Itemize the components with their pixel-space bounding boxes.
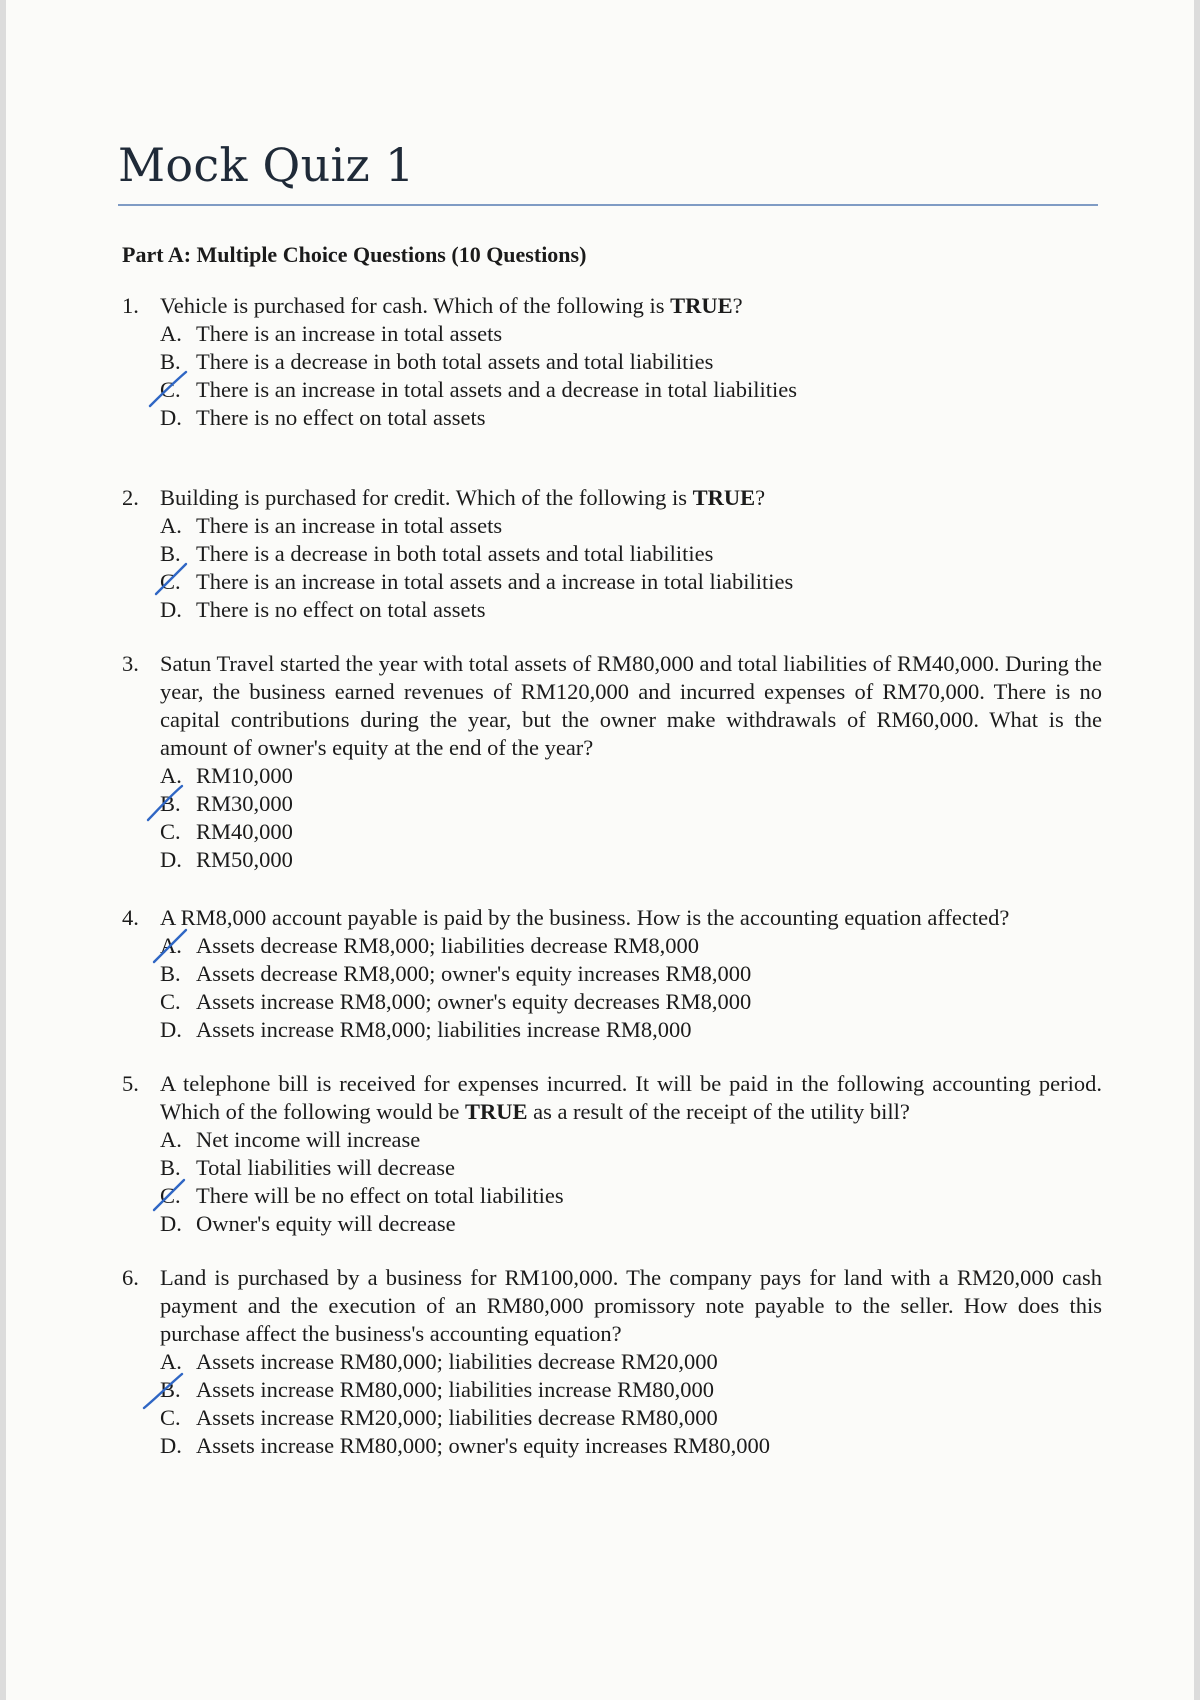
question-6 [122,1264,1102,1460]
option-a[interactable] [160,512,1102,540]
question-3 [122,650,1102,874]
question-text: A telephone bill is received for expenses incurred. It will be paid in the following accounting period. Which of the following would be TRUE as a result of the receipt of the utility bill? [160,1071,1102,1124]
option-d[interactable] [160,1210,1102,1238]
option-c[interactable] [160,568,1102,596]
option-text: Total liabilities will decrease [196,1155,455,1180]
option-text: RM40,000 [196,819,293,844]
option-text: Net income will increase [196,1127,421,1152]
option-text: RM10,000 [196,763,293,788]
option-text: Assets increase RM20,000; liabilities decrease RM80,000 [196,1405,718,1430]
option-letter: D. [160,597,182,622]
option-letter: A. [160,1349,182,1374]
option-b[interactable] [160,348,1102,376]
option-letter: B. [160,1155,181,1180]
option-letter: C. [160,1183,181,1208]
question-number: 3. [122,651,139,676]
option-letter: B. [160,1377,181,1402]
option-b[interactable] [160,960,1102,988]
question-number: 1. [122,293,139,318]
option-text: Assets increase RM80,000; owner's equity increases RM80,000 [196,1433,770,1458]
option-letter: C. [160,819,181,844]
option-letter: B. [160,961,181,986]
option-text: There is an increase in total assets and a decrease in total liabilities [196,377,798,402]
option-text: Assets increase RM8,000; owner's equity decreases RM8,000 [196,989,752,1014]
option-d[interactable] [160,1016,1102,1044]
question-4 [122,904,1102,1044]
option-c[interactable] [160,1182,1102,1210]
option-letter: D. [160,1017,182,1042]
option-text: There is no effect on total assets [196,597,486,622]
question-number: 2. [122,485,139,510]
title-underline [118,204,1098,206]
option-text: There is an increase in total assets [196,513,503,538]
option-d[interactable] [160,404,1102,432]
option-letter: C. [160,377,181,402]
option-text: Assets increase RM8,000; liabilities increase RM8,000 [196,1017,692,1042]
option-b[interactable] [160,1376,1102,1404]
question-text: Vehicle is purchased for cash. Which of the following is TRUE? [160,293,743,318]
option-text: There is an increase in total assets and a increase in total liabilities [196,569,794,594]
option-letter: A. [160,933,182,958]
option-a[interactable] [160,1348,1102,1376]
question-text: Satun Travel started the year with total assets of RM80,000 and total liabilities of RM40,000. During the year, the business earned revenues of RM120,000 and incurred expenses of RM70,000. There is no capital contributions during the year, but the owner make withdrawals of RM60,000. What is the amount of owner's equity at the end of the year? [160,651,1102,760]
option-list [160,762,1102,874]
question-1 [122,292,1102,432]
question-number: 4. [122,905,139,930]
option-letter: B. [160,791,181,816]
document-page [6,0,1194,1700]
option-a[interactable] [160,932,1102,960]
option-list [160,1126,1102,1238]
question-5 [122,1070,1102,1238]
option-c[interactable] [160,818,1102,846]
option-text: Assets increase RM80,000; liabilities decrease RM20,000 [196,1349,718,1374]
question-text: Land is purchased by a business for RM100,000. The company pays for land with a RM20,000 cash payment and the execution of an RM80,000 promissory note payable to the seller. How does this purchase affect the business's accounting equation? [160,1265,1102,1346]
option-d[interactable] [160,596,1102,624]
option-list [160,932,1102,1044]
option-letter: D. [160,1211,182,1236]
option-text: There is a decrease in both total assets and total liabilities [196,541,714,566]
option-b[interactable] [160,540,1102,568]
option-letter: C. [160,1405,181,1430]
section-heading: Part A: Multiple Choice Questions (10 Questions) [122,242,587,267]
option-c[interactable] [160,988,1102,1016]
option-text: There will be no effect on total liabilities [196,1183,564,1208]
option-letter: B. [160,349,181,374]
question-number: 5. [122,1071,139,1096]
option-text: There is a decrease in both total assets and total liabilities [196,349,714,374]
option-letter: D. [160,405,182,430]
option-a[interactable] [160,1126,1102,1154]
option-b[interactable] [160,1154,1102,1182]
option-text: Assets decrease RM8,000; owner's equity increases RM8,000 [196,961,752,986]
question-text: A RM8,000 account payable is paid by the business. How is the accounting equation affected? [160,905,1010,930]
option-list [160,320,1102,432]
option-c[interactable] [160,1404,1102,1432]
option-letter: A. [160,321,182,346]
option-letter: C. [160,569,181,594]
option-letter: A. [160,513,182,538]
option-list [160,1348,1102,1460]
option-letter: B. [160,541,181,566]
option-text: There is no effect on total assets [196,405,486,430]
question-number: 6. [122,1265,139,1290]
option-letter: C. [160,989,181,1014]
option-text: Assets increase RM80,000; liabilities increase RM80,000 [196,1377,715,1402]
option-text: RM30,000 [196,791,293,816]
option-text: RM50,000 [196,847,293,872]
option-text: Owner's equity will decrease [196,1211,456,1236]
question-2 [122,484,1102,624]
option-list [160,512,1102,624]
option-a[interactable] [160,762,1102,790]
option-letter: D. [160,1433,182,1458]
option-letter: A. [160,1127,182,1152]
page-title: Mock Quiz 1 [118,138,415,192]
option-letter: D. [160,847,182,872]
option-b[interactable] [160,790,1102,818]
option-c[interactable] [160,376,1102,404]
option-d[interactable] [160,846,1102,874]
option-text: Assets decrease RM8,000; liabilities decrease RM8,000 [196,933,700,958]
question-text: Building is purchased for credit. Which of the following is TRUE? [160,485,766,510]
option-text: There is an increase in total assets [196,321,503,346]
option-d[interactable] [160,1432,1102,1460]
option-letter: A. [160,763,182,788]
option-a[interactable] [160,320,1102,348]
